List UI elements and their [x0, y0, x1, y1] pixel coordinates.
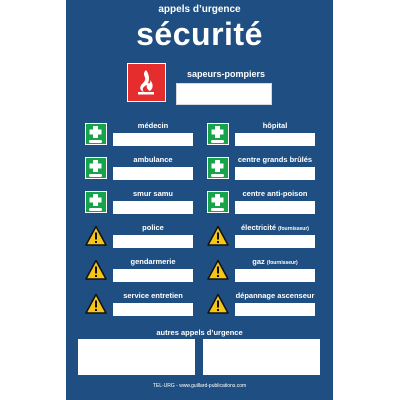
entry-label-text: gaz — [252, 257, 265, 266]
first-aid-icon — [85, 191, 107, 213]
entry-label-text: smur samu — [132, 189, 174, 198]
entry-number-field[interactable] — [235, 235, 315, 248]
entry-label-text: médecin — [137, 121, 169, 130]
entry-number-field[interactable] — [113, 269, 193, 282]
first-aid-icon — [207, 191, 229, 213]
other-number-field-1[interactable] — [78, 339, 195, 375]
entry-number-field[interactable] — [113, 133, 193, 146]
entry-label — [235, 291, 315, 300]
fire-icon — [127, 63, 166, 102]
fire-label: sapeurs-pompiers — [186, 69, 266, 79]
entry-label-text: dépannage ascenseur — [235, 291, 315, 300]
entry-label — [113, 155, 193, 164]
entry-label-text: gendarmerie — [130, 257, 176, 266]
entry-number-field[interactable] — [113, 235, 193, 248]
other-calls-label: autres appels d’urgence — [156, 328, 243, 337]
entry-label — [113, 257, 193, 266]
sign-title: sécurité — [136, 16, 263, 52]
warning-icon — [85, 225, 107, 247]
first-aid-icon — [207, 157, 229, 179]
entry-label-note: (fournisseur) — [278, 226, 309, 232]
entry-label — [113, 223, 193, 232]
entry-number-field[interactable] — [235, 167, 315, 180]
entry-number-field[interactable] — [113, 167, 193, 180]
entry-number-field[interactable] — [235, 201, 315, 214]
warning-icon — [207, 225, 229, 247]
entry-number-field[interactable] — [113, 201, 193, 214]
warning-icon — [85, 259, 107, 281]
entry-label-text: centre anti-poison — [242, 189, 308, 198]
entry-label-text: hôpital — [262, 121, 288, 130]
entry-label-text: police — [142, 223, 164, 232]
entry-number-field[interactable] — [113, 303, 193, 316]
entry-label-note: (fournisseur) — [266, 260, 298, 266]
entry-label-text: électricité — [241, 223, 277, 232]
entry-label — [113, 121, 193, 130]
entry-label — [235, 189, 315, 198]
entry-label-text: centre grands brûlés — [237, 155, 313, 164]
entry-number-field[interactable] — [235, 133, 315, 146]
entry-number-field[interactable] — [235, 269, 315, 282]
entry-label-text: ambulance — [133, 155, 173, 164]
entry-label — [113, 189, 193, 198]
entry-label — [235, 223, 315, 232]
entry-label — [113, 291, 193, 300]
other-number-field-2[interactable] — [203, 339, 320, 375]
emergency-sign — [66, 0, 333, 400]
first-aid-icon — [207, 123, 229, 145]
entry-label — [235, 257, 315, 266]
footer-text: TEL-URG - www.guillard-publications.com — [152, 383, 247, 389]
entry-number-field[interactable] — [235, 303, 315, 316]
first-aid-icon — [85, 123, 107, 145]
entry-label — [235, 155, 315, 164]
fire-number-field[interactable] — [176, 83, 272, 105]
warning-icon — [85, 293, 107, 315]
entry-label-text: service entretien — [123, 291, 183, 300]
warning-icon — [207, 293, 229, 315]
entry-label — [235, 121, 315, 130]
first-aid-icon — [85, 157, 107, 179]
warning-icon — [207, 259, 229, 281]
sign-subtitle: appels d’urgence — [158, 4, 241, 15]
